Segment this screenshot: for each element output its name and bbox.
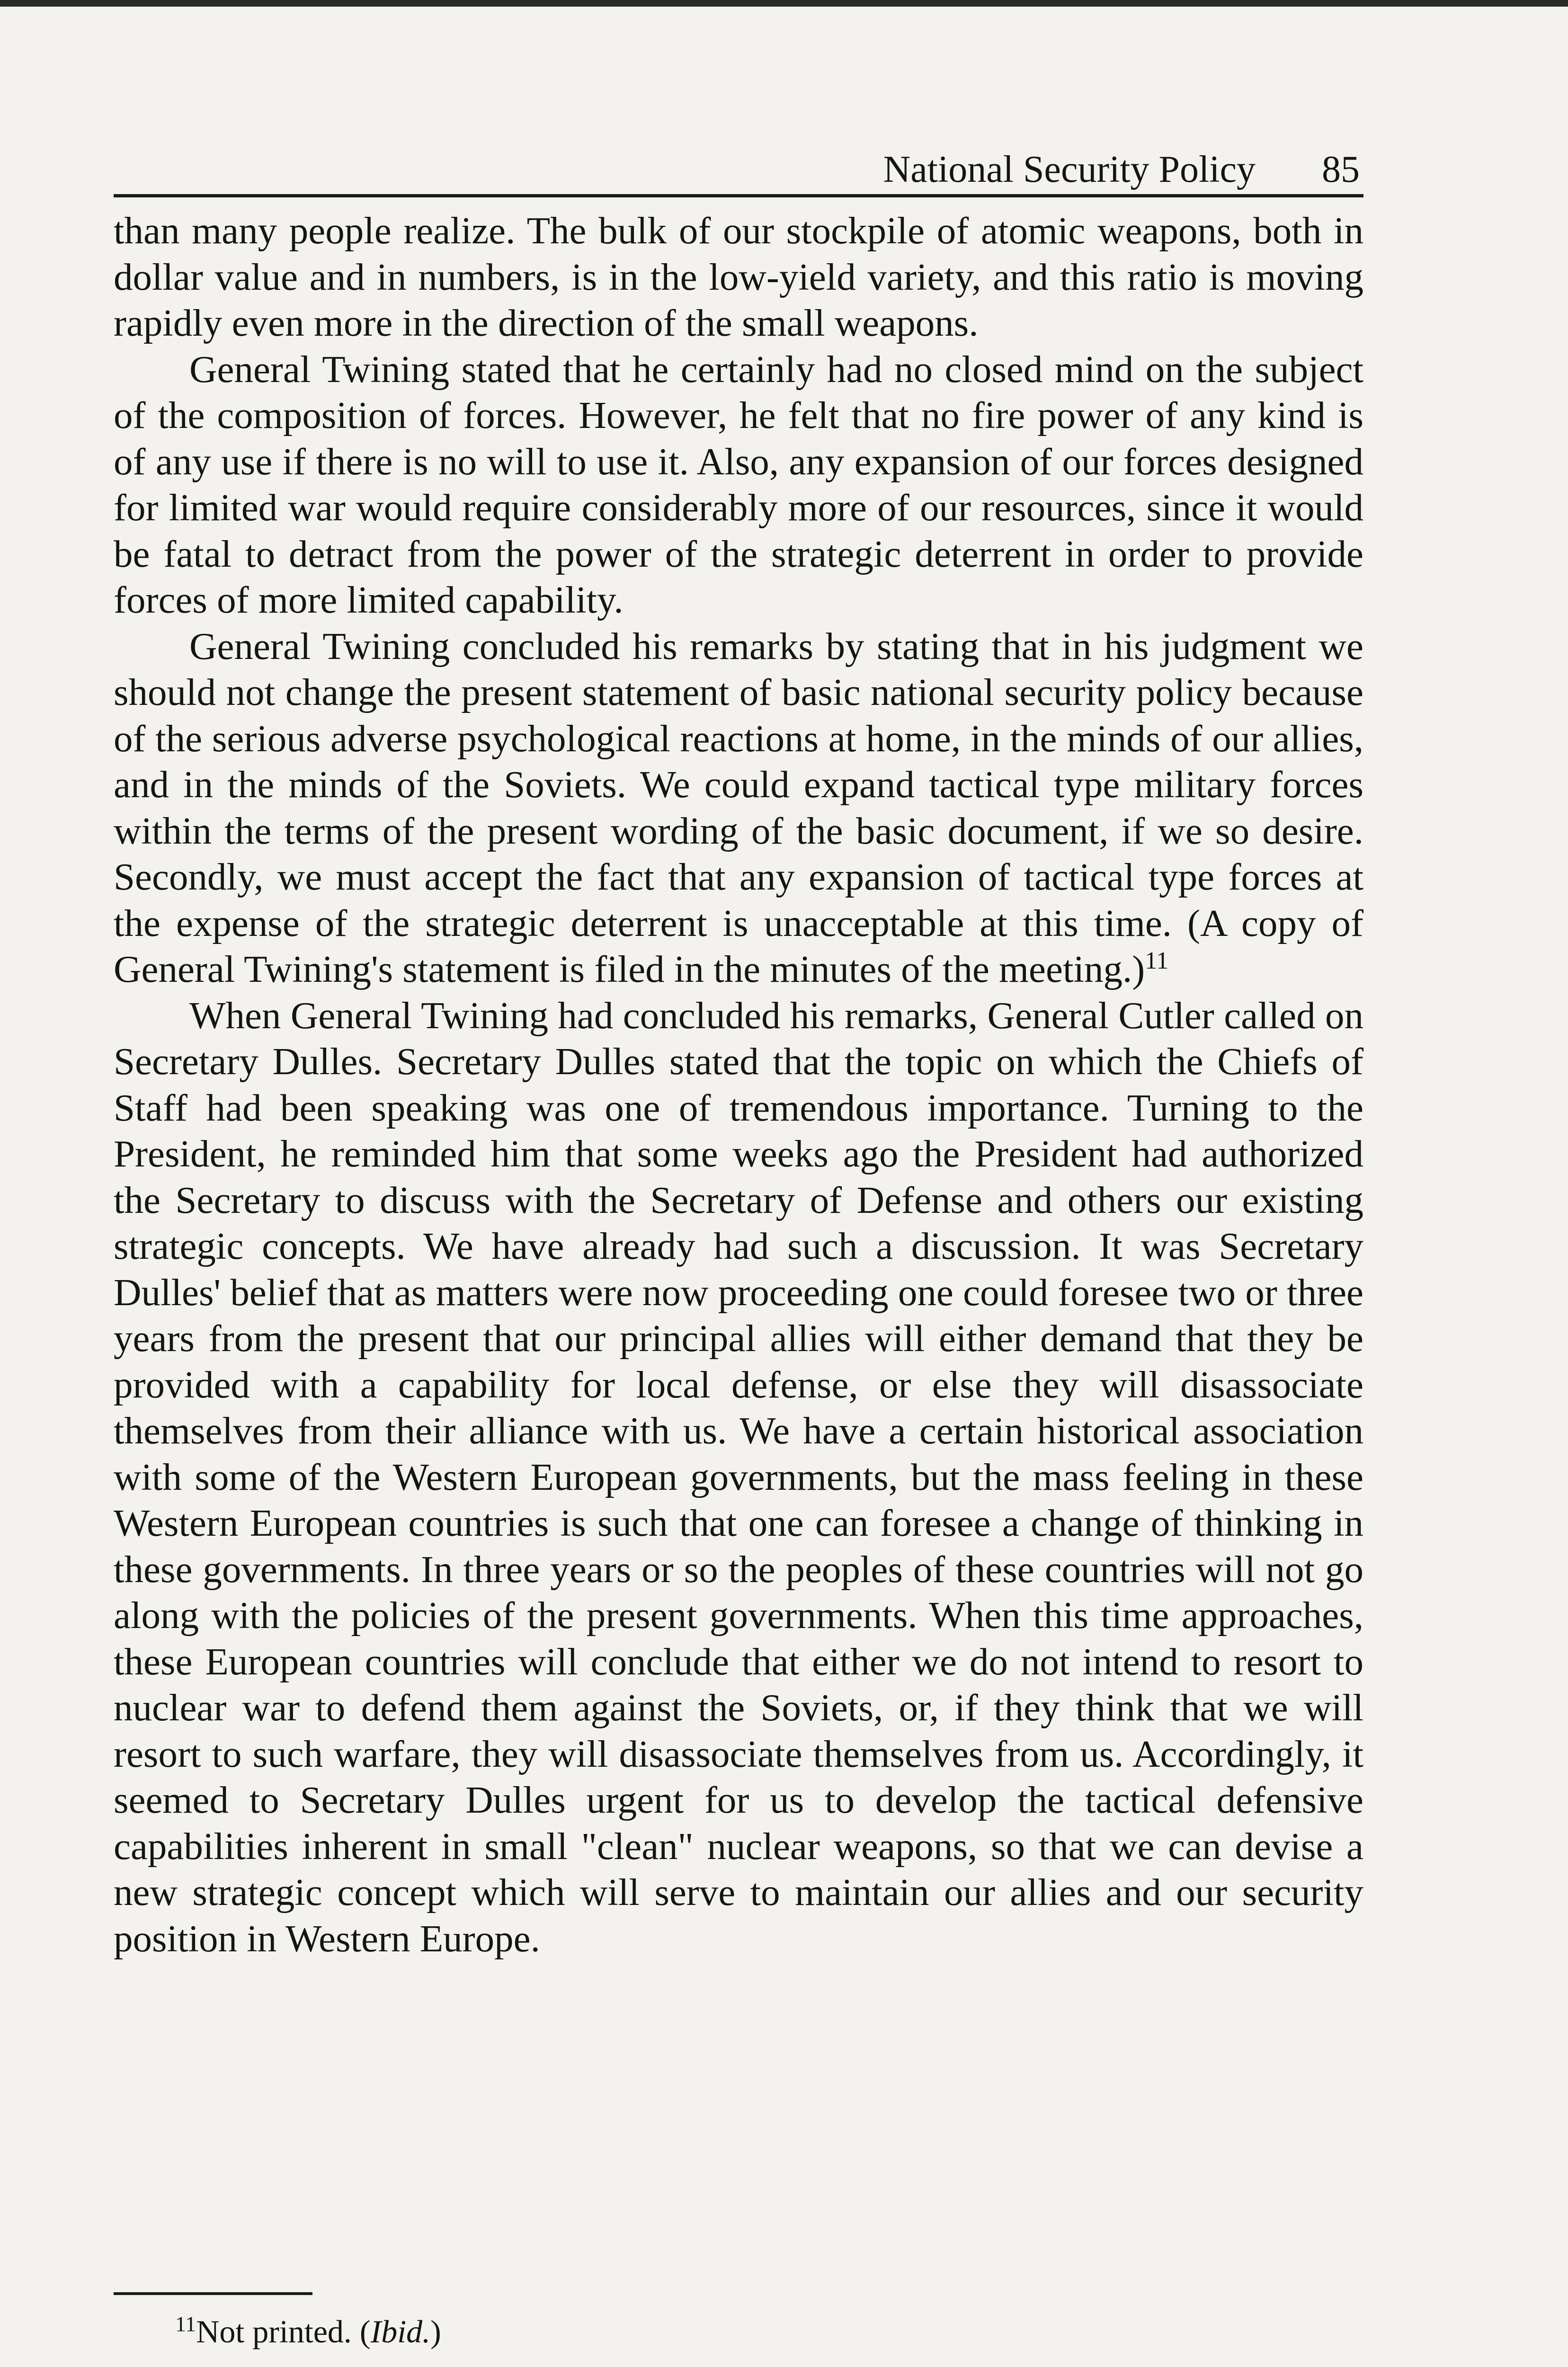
running-head: [114, 142, 1363, 197]
footnote-ibid: Ibid.: [370, 2314, 431, 2349]
page-number: 85: [1322, 149, 1360, 190]
running-title: National Security Policy: [883, 149, 1256, 190]
footnote-text: Not printed. (: [196, 2314, 371, 2349]
paragraph-twining-forces: General Twining stated that he certainly had no closed mind on the subject of the composition of forces. However, he felt that no fire power of any kind is of any use if there is no will to use it. Also, any expansion of our forces designed for limited war would require considerably more of our resources, since it would be fatal to detract from the power of the strategic deterrent in order to provide forces of more limited capability.: [114, 347, 1363, 621]
paragraph-twining-conclusion: [114, 623, 1363, 993]
body-text: [114, 208, 1363, 1962]
paragraph-continued: than many people realize. The bulk of our stockpile of atomic weapons, both in dollar value and in numbers, is in the low-yield variety, and this ratio is moving rapidly even more in the direction of the small weapons.: [114, 209, 1363, 344]
footnote-reference: 11: [1145, 947, 1169, 974]
footnote-rule: [114, 2292, 312, 2295]
paragraph-dulles: When General Twining had concluded his remarks, General Cutler called on Secretary Dulles. Secretary Dulles stated that the topic on which the Chiefs of Staff had been speaking was one of tremendous importance. Turning to the President, he reminded him that some weeks ago the President had authorized the Secretary to discuss with the Secretary of Defense and others our existing strategic concepts. We have already had such a discussion. It was Secretary Dulles' belief that as matters were now proceeding one could foresee two or three years from the present that our principal allies will either demand that they be provided with a capability for local defense, or else they will disassociate themselves from their alliance with us. We have a certain historical association with some of the Western European governments, but the mass feeling in these Western European countries is such that one can foresee a change of thinking in these governments. In three years or so the peoples of these countries will not go along with the policies of the present governments. When this time approaches, these European countries will conclude that either we do not intend to resort to nuclear war to defend them against the Soviets, or, if they think that we will resort to such warfare, they will disassociate themselves from us. Accordingly, it seemed to Secretary Dulles urgent for us to develop the tactical defensive capabilities inherent in small "clean" nuclear weapons, so that we can devise a new strategic concept which will serve to maintain our allies and our security position in Western Europe.: [114, 994, 1363, 1960]
footnote: [175, 2310, 441, 2353]
footnote-number: 11: [175, 2312, 196, 2336]
book-page: [114, 142, 1363, 1962]
paragraph-twining-conclusion-text: General Twining concluded his remarks by stating that in his judgment we should not change the present statement of basic national security policy because of the serious adverse psychological reactions at home, in the minds of our allies, and in the minds of the Soviets. We could expand tactical type military forces within the terms of the present wording of the basic document, if we so desire. Secondly, we must accept the fact that any expansion of tactical type forces at the expense of the strategic deterrent is unacceptable at this time. (A copy of General Twining's statement is filed in the minutes of the meeting.): [114, 624, 1363, 990]
scan-top-edge: [0, 0, 1568, 7]
footnote-close: ): [430, 2314, 441, 2349]
